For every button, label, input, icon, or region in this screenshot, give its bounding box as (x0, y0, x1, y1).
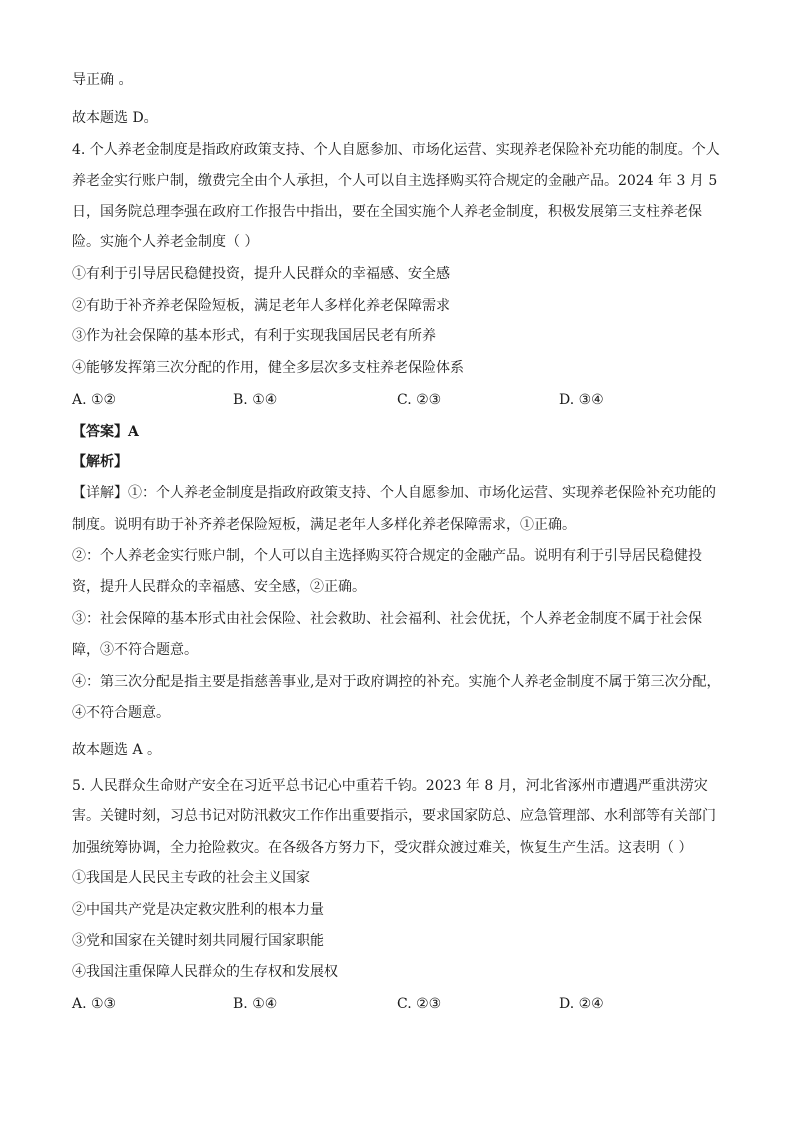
q4-detail-line-3: ②：个人养老金实行账户制，个人可以自主选择购买符合规定的金融产品。说明有利于引导居民稳健投 (72, 548, 702, 564)
text-line: 导正确 。 (72, 72, 133, 88)
q5-option-c: C. ②③ (397, 996, 442, 1012)
q4-option-a: A. ①② (72, 392, 117, 408)
q4-stem-line-1: 4. 个人养老金制度是指政府政策支持、个人自愿参加、市场化运营、实现养老保险补充功能的制度。个人 (72, 142, 720, 158)
q5-stem-line-1: 5. 人民群众生命财产安全在习近平总书记心中重若千钧。2023 年 8 月，河北省涿州市遭遇严重洪涝灾 (72, 778, 708, 794)
q4-statement-4: ④能够发挥第三次分配的作用，健全多层次多支柱养老保险体系 (72, 360, 464, 376)
q4-analysis-heading: 【解析】 (72, 454, 128, 470)
q4-stem-line-2: 养老金实行账户制，缴费完全由个人承担，个人可以自主选择购买符合规定的金融产品。2024 年 3 月 5 (72, 173, 718, 189)
q4-stem-line-3: 日，国务院总理李强在政府工作报告中指出，要在全国实施个人养老金制度，积极发展第三支柱养老保 (72, 204, 702, 220)
q4-stem-line-4: 险。实施个人养老金制度（ ） (72, 234, 259, 250)
q5-option-d: D. ②④ (559, 996, 604, 1012)
q4-option-b: B. ①④ (233, 392, 278, 408)
q5-stem-line-2: 害。关键时刻，习总书记对防汛救灾工作作出重要指示，要求国家防总、应急管理部、水利部等有关部门 (72, 808, 716, 824)
q4-detail-line-2: 制度。说明有助于补齐养老保险短板，满足老年人多样化养老保障需求，①正确。 (72, 517, 576, 533)
q4-statement-2: ②有助于补齐养老保险短板，满足老年人多样化养老保障需求 (72, 298, 450, 314)
q4-detail-line-8: ④不符合题意。 (72, 705, 170, 721)
q4-detail-line-5: ③：社会保障的基本形式由社会保险、社会救助、社会福利、社会优抚，个人养老金制度不属于社会保 (72, 611, 702, 627)
q4-detail-line-4: 资，提升人民群众的幸福感、安全感，②正确。 (72, 579, 366, 595)
q5-stem-line-3: 加强统筹协调，全力抢险救灾。在各级各方努力下，受灾群众渡过难关，恢复生产生活。这表明（ ） (72, 840, 693, 856)
q5-statement-2: ②中国共产党是决定救灾胜利的根本力量 (72, 902, 324, 918)
q4-detail-line-7: ④：第三次分配是指主要是指慈善事业,是对于政府调控的补充。实施个人养老金制度不属于第三次分配， (72, 674, 721, 690)
q4-statement-3: ③作为社会保障的基本形式，有利于实现我国居民老有所养 (72, 328, 436, 344)
previous-conclusion: 故本题选 D。 (72, 110, 158, 126)
q5-option-b: B. ①④ (233, 996, 278, 1012)
q4-detail-line-6: 障，③不符合题意。 (72, 642, 198, 658)
q4-detail-line-1: 【详解】①：个人养老金制度是指政府政策支持、个人自愿参加、市场化运营、实现养老保险补充功能的 (72, 485, 716, 501)
q4-answer: 【答案】A (72, 424, 139, 440)
q4-option-c: C. ②③ (397, 392, 442, 408)
q5-statement-1: ①我国是人民民主专政的社会主义国家 (72, 870, 310, 886)
q5-statement-3: ③党和国家在关键时刻共同履行国家职能 (72, 933, 324, 949)
q4-statement-1: ①有利于引导居民稳健投资，提升人民群众的幸福感、安全感 (72, 266, 450, 282)
q5-statement-4: ④我国注重保障人民群众的生存权和发展权 (72, 964, 338, 980)
q5-option-a: A. ①③ (72, 996, 117, 1012)
q4-conclusion: 故本题选 A 。 (72, 742, 162, 758)
q4-option-d: D. ③④ (559, 392, 604, 408)
